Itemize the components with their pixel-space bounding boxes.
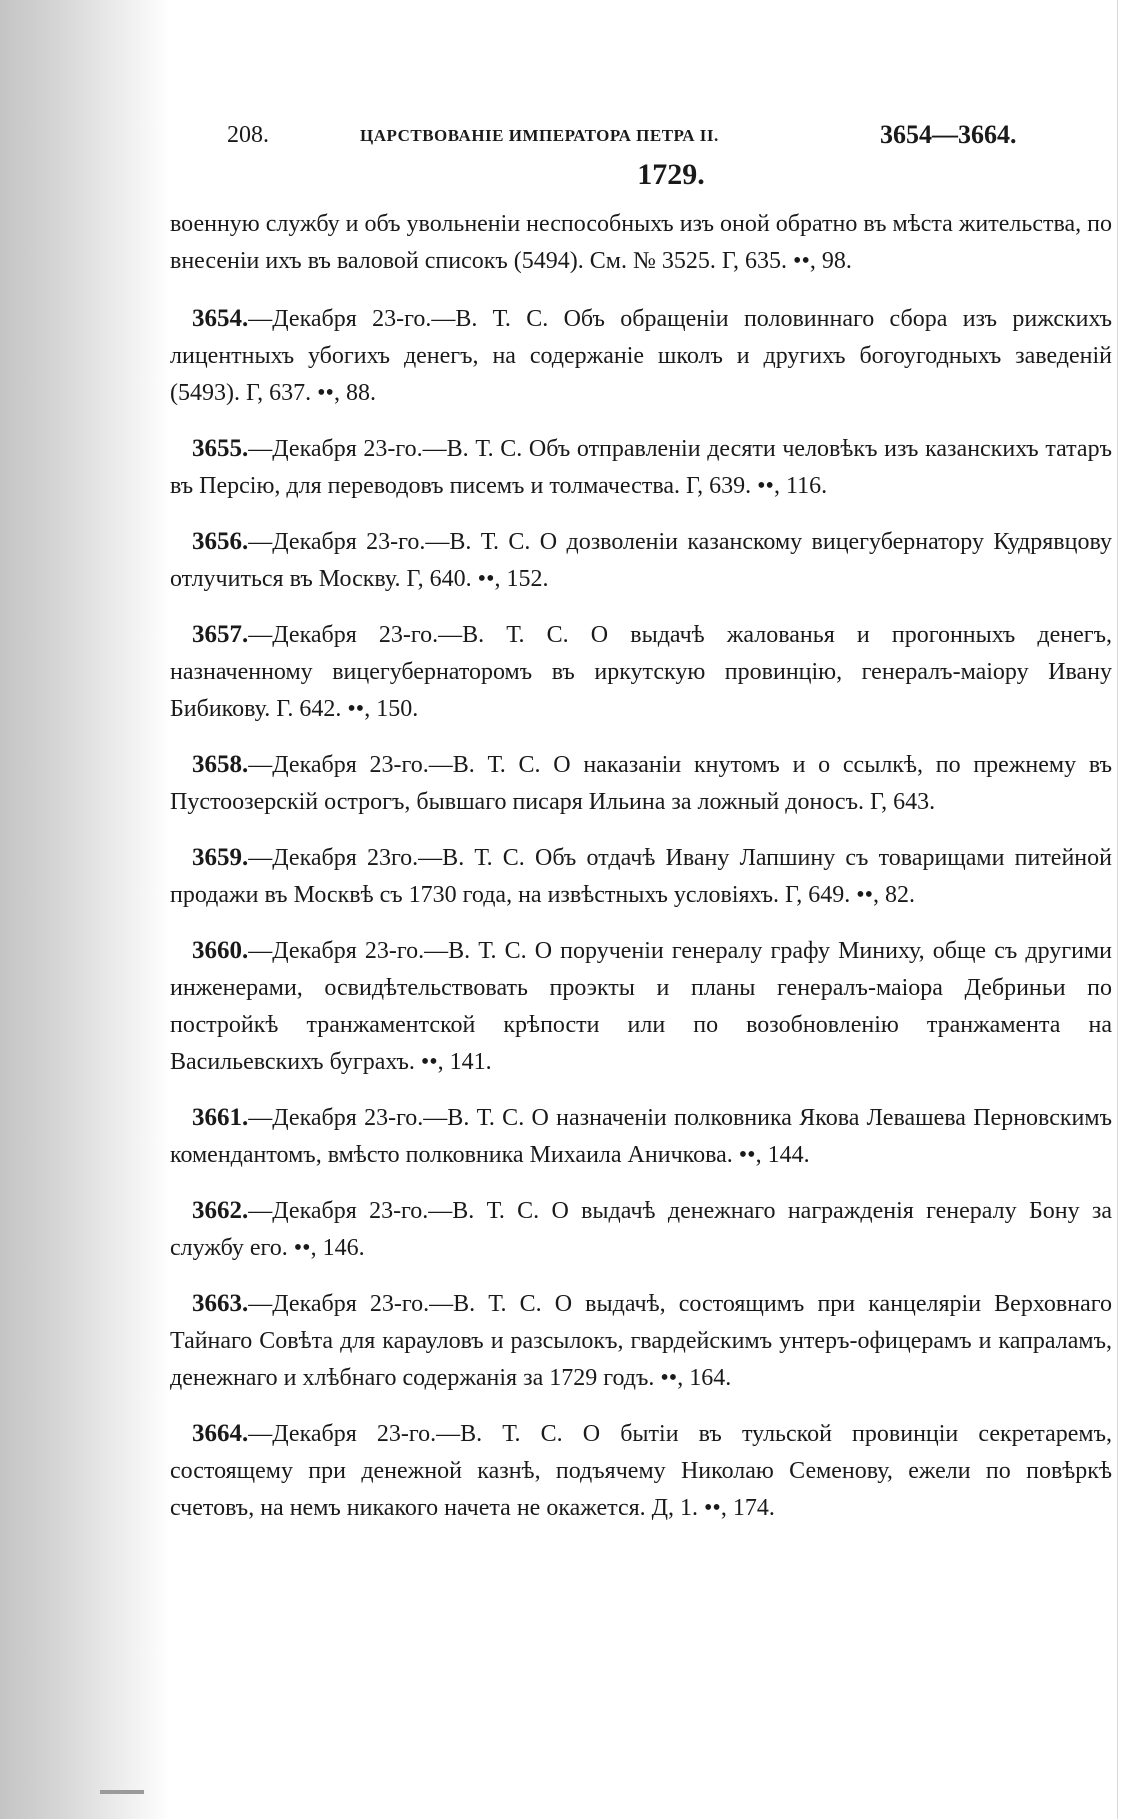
entry-text: —Декабря 23-го.—В. Т. С. Объ отправленіи десяти человѣкъ изъ казанскихъ татаръ въ Персію, для переводовъ писемъ и толмачества. Г, 639. ••, 116. (170, 436, 1112, 499)
entry-text: —Декабря 23-го.—В. Т. С. О назначеніи полковника Якова Левашева Перновскимъ комендантомъ, вмѣсто полковника Михаила Аничкова. ••, 144. (170, 1105, 1112, 1168)
entry-range: 3654—3664. (880, 120, 1017, 149)
entry-number: 3656. (192, 528, 249, 555)
page-edge-line (1117, 0, 1118, 1819)
continued-paragraph: военную службу и объ увольненіи неспособныхъ изъ оной обратно въ мѣста жительства, по внесеніи ихъ въ валовой списокъ (5494). См. № 3525. Г, 635. ••, 98. (170, 211, 1112, 274)
entry-number: 3655. (192, 435, 249, 462)
entry-3661 (170, 1099, 1112, 1174)
entry-text: —Декабря 23-го.—В. Т. С. О выдачѣ, состоящимъ при канцеляріи Верховнаго Тайнаго Совѣта для карауловъ и разсылокъ, гвардейскимъ унтеръ-офицерамъ и капраламъ, денежнаго и хлѣбнаго содержанія за 1729 годъ. ••, 164. (170, 1291, 1112, 1391)
entry-3654 (170, 300, 1112, 412)
entry-number: 3661. (192, 1104, 249, 1131)
entry-text: —Декабря 23-го.—В. Т. С. О выдачѣ денежнаго награжденія генералу Бону за службу его. ••, 146. (170, 1198, 1112, 1261)
year-heading: 1729. (637, 158, 705, 191)
page-number: 208. (227, 122, 269, 148)
bottom-scan-mark (100, 1790, 144, 1794)
entry-number: 3663. (192, 1290, 249, 1317)
entry-number: 3657. (192, 621, 249, 648)
entry-text: —Декабря 23-го.—В. Т. С. О выдачѣ жалованья и прогонныхъ денегъ, назначенному вицегубернаторомъ въ иркутскую провинцію, генералъ-маіору Ивану Бибикову. Г. 642. ••, 150. (170, 622, 1112, 722)
running-header (170, 118, 1112, 152)
entry-3662 (170, 1192, 1112, 1267)
entry-text: —Декабря 23-го.—В. Т. С. О порученіи генералу графу Миниху, обще съ другими инженерами, освидѣтельствовать проэкты и планы генералъ-маіора Дебриньи по постройкѣ транжаментской крѣпости или по возобновленію транжамента на Васильевскихъ буграхъ. ••, 141. (170, 938, 1112, 1075)
entries-list (170, 300, 1112, 1527)
entry-3663 (170, 1285, 1112, 1397)
entry-text: —Декабря 23-го.—В. Т. С. О дозволеніи казанскому вицегубернатору Кудрявцову отлучиться въ Москву. Г, 640. ••, 152. (170, 529, 1112, 592)
entry-text: —Декабря 23-го.—В. Т. С. О наказаніи кнутомъ и о ссылкѣ, по прежнему въ Пустоозерскій острогъ, бывшаго писаря Ильина за ложный доносъ. Г, 643. (170, 752, 1112, 815)
entry-text: —Декабря 23-го.—В. Т. С. О бытіи въ тульской провинціи секретаремъ, состоящему при денежной казнѣ, подъячему Николаю Семенову, ежели по повѣркѣ счетовъ, на немъ никакого начета не окажется. Д, 1. ••, 174. (170, 1421, 1112, 1521)
entry-3656 (170, 523, 1112, 598)
page-content (170, 118, 1112, 1545)
entry-3657 (170, 616, 1112, 728)
entry-number: 3659. (192, 844, 249, 871)
entry-3660 (170, 932, 1112, 1081)
entry-number: 3664. (192, 1420, 249, 1447)
entry-number: 3658. (192, 751, 249, 778)
entry-text: —Декабря 23го.—В. Т. С. Объ отдачѣ Ивану Лапшину съ товарищами питейной продажи въ Москвѣ съ 1730 года, на извѣстныхъ условіяхъ. Г, 649. ••, 82. (170, 845, 1112, 908)
entry-text: —Декабря 23-го.—В. Т. С. Объ обращеніи половиннаго сбора изъ рижскихъ лицентныхъ убогихъ денегъ, на содержаніе школъ и другихъ богоугодныхъ заведеній (5493). Г, 637. ••, 88. (170, 306, 1112, 406)
entry-3664 (170, 1415, 1112, 1527)
scan-binding-shadow (0, 0, 170, 1819)
running-title: ЦАРСТВОВАНІЕ ИМПЕРАТОРА ПЕТРА II. (360, 126, 719, 145)
entry-3655 (170, 430, 1112, 505)
entry-number: 3660. (192, 937, 249, 964)
entry-3659 (170, 839, 1112, 914)
entry-number: 3662. (192, 1197, 249, 1224)
entry-3658 (170, 746, 1112, 821)
entry-number: 3654. (192, 305, 249, 332)
